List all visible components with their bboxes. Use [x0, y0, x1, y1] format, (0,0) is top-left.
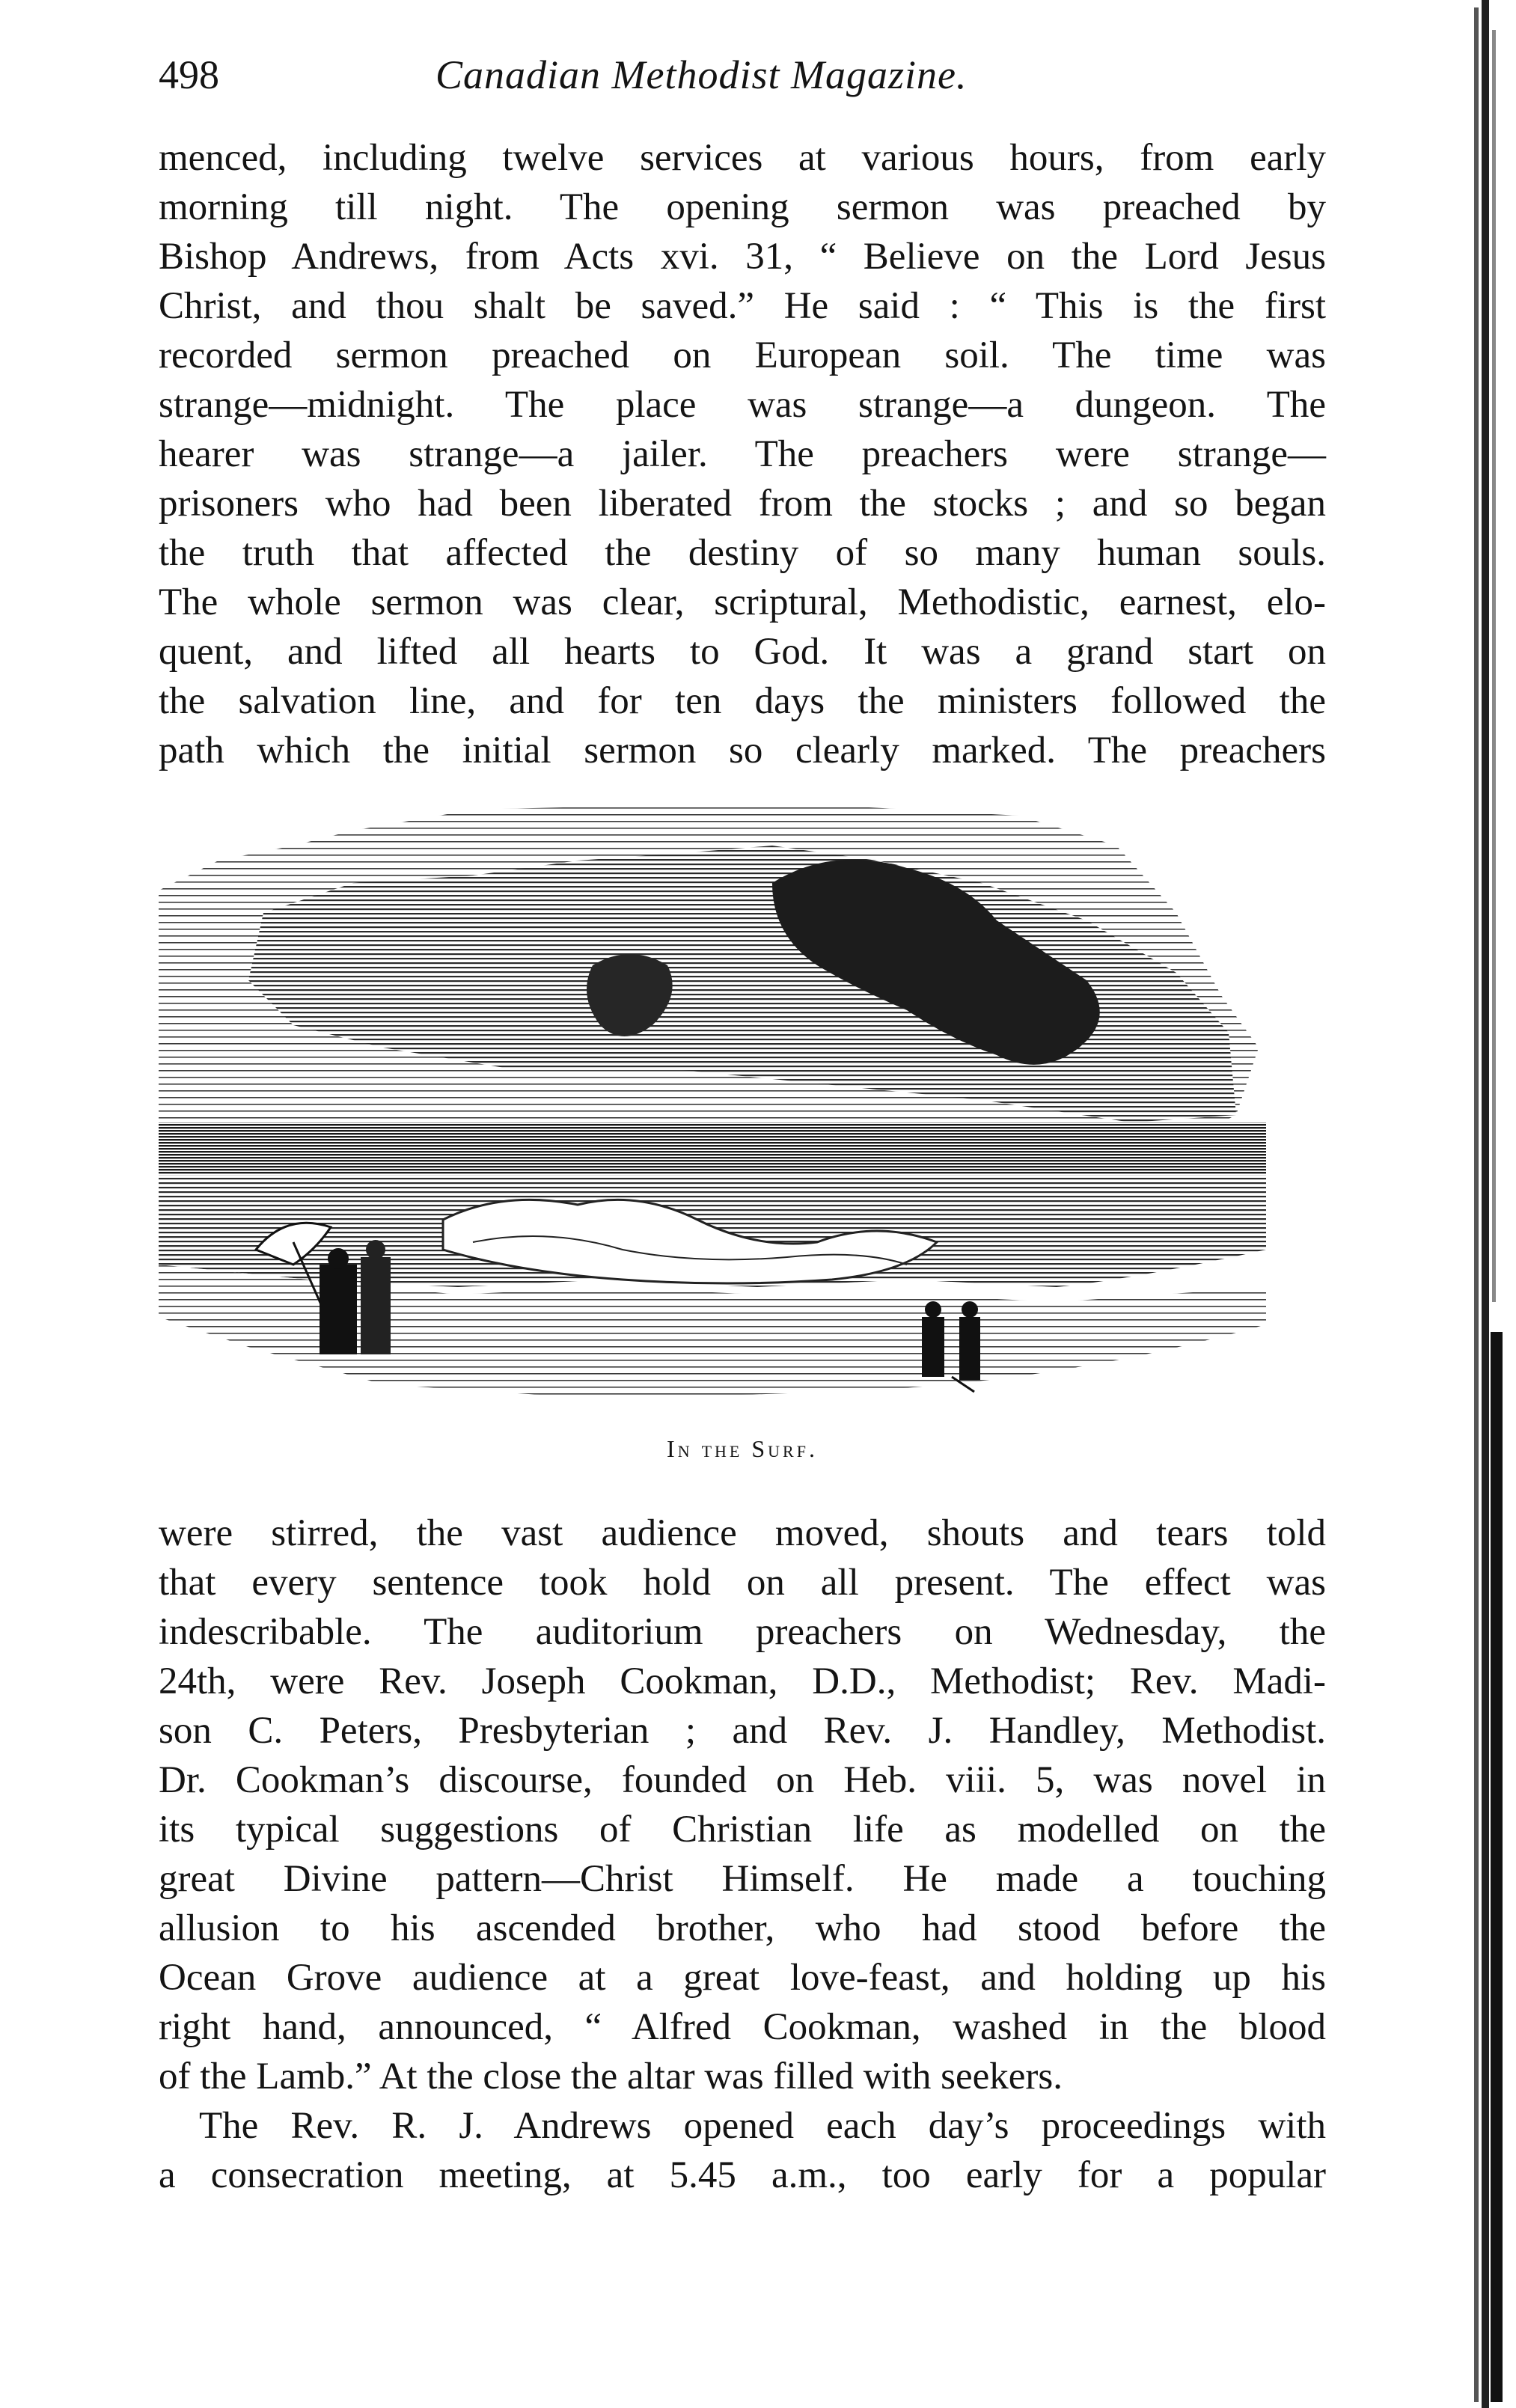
walking-figure: [922, 1317, 944, 1377]
page-binding-edge: [1465, 0, 1516, 2408]
engraving-in-the-surf: [159, 801, 1326, 1414]
text-line: prisoners who had been liberated from the stocks ; and so began: [159, 483, 1326, 525]
horizon: [159, 1122, 1266, 1175]
text-line: that every sentence took hold on all present. The effect was: [159, 1562, 1326, 1604]
text-line: son C. Peters, Presbyterian ; and Rev. J. Handley, Methodist.: [159, 1710, 1326, 1752]
text-line: were stirred, the vast audience moved, shouts and tears told: [159, 1512, 1326, 1554]
text-line: hearer was strange—a jailer. The preachers were strange—: [159, 433, 1326, 475]
text-line: menced, including twelve services at various hours, from early: [159, 137, 1326, 179]
page-number: 498: [159, 52, 219, 97]
text-line: strange—midnight. The place was strange—a dungeon. The: [159, 384, 1326, 426]
text-line: the truth that affected the destiny of so many human souls.: [159, 532, 1326, 574]
text-line: its typical suggestions of Christian life as modelled on the: [159, 1809, 1326, 1851]
figure-caption: In the Surf.: [667, 1435, 818, 1462]
text-line: Bishop Andrews, from Acts xvi. 31, “ Believe on the Lord Jesus: [159, 236, 1326, 278]
text-line: of the Lamb.” At the close the altar was filled with seekers.: [159, 2056, 1063, 2097]
text-line: morning till night. The opening sermon was preached by: [159, 186, 1326, 228]
text-line: The whole sermon was clear, scriptural, Methodistic, earnest, elo-: [159, 581, 1326, 623]
text-line: quent, and lifted all hearts to God. It was a grand start on: [159, 631, 1326, 673]
running-header: [159, 45, 1326, 105]
running-title: Canadian Methodist Magazine.: [435, 52, 968, 97]
text-line: Ocean Grove audience at a great love-feast, and holding up his: [159, 1957, 1326, 1999]
text-line: great Divine pattern—Christ Himself. He made a touching: [159, 1858, 1326, 1900]
text-line: indescribable. The auditorium preachers on Wednesday, the: [159, 1611, 1326, 1653]
text-line: recorded sermon preached on European soil. The time was: [159, 334, 1326, 376]
text-line: Dr. Cookman’s discourse, founded on Heb. viii. 5, was novel in: [159, 1759, 1326, 1801]
text-line: path which the initial sermon so clearly marked. The preachers: [159, 730, 1326, 771]
text-line: The Rev. R. J. Andrews opened each day’s proceedings with: [199, 2105, 1326, 2147]
text-line: right hand, announced, “ Alfred Cookman, washed in the blood: [159, 2006, 1326, 2048]
body-text-top: [159, 133, 1326, 775]
text-line: Christ, and thou shalt be saved.” He said : “ This is the first: [159, 285, 1326, 327]
text-line: a consecration meeting, at 5.45 a.m., too early for a popular: [159, 2154, 1326, 2196]
text-line: 24th, were Rev. Joseph Cookman, D.D., Methodist; Rev. Madi-: [159, 1660, 1326, 1702]
text-line: allusion to his ascended brother, who had stood before the: [159, 1907, 1326, 1949]
body-text-bottom: [159, 1509, 1326, 2200]
seated-figure: [320, 1265, 357, 1354]
text-line: the salvation line, and for ten days the ministers followed the: [159, 680, 1326, 722]
